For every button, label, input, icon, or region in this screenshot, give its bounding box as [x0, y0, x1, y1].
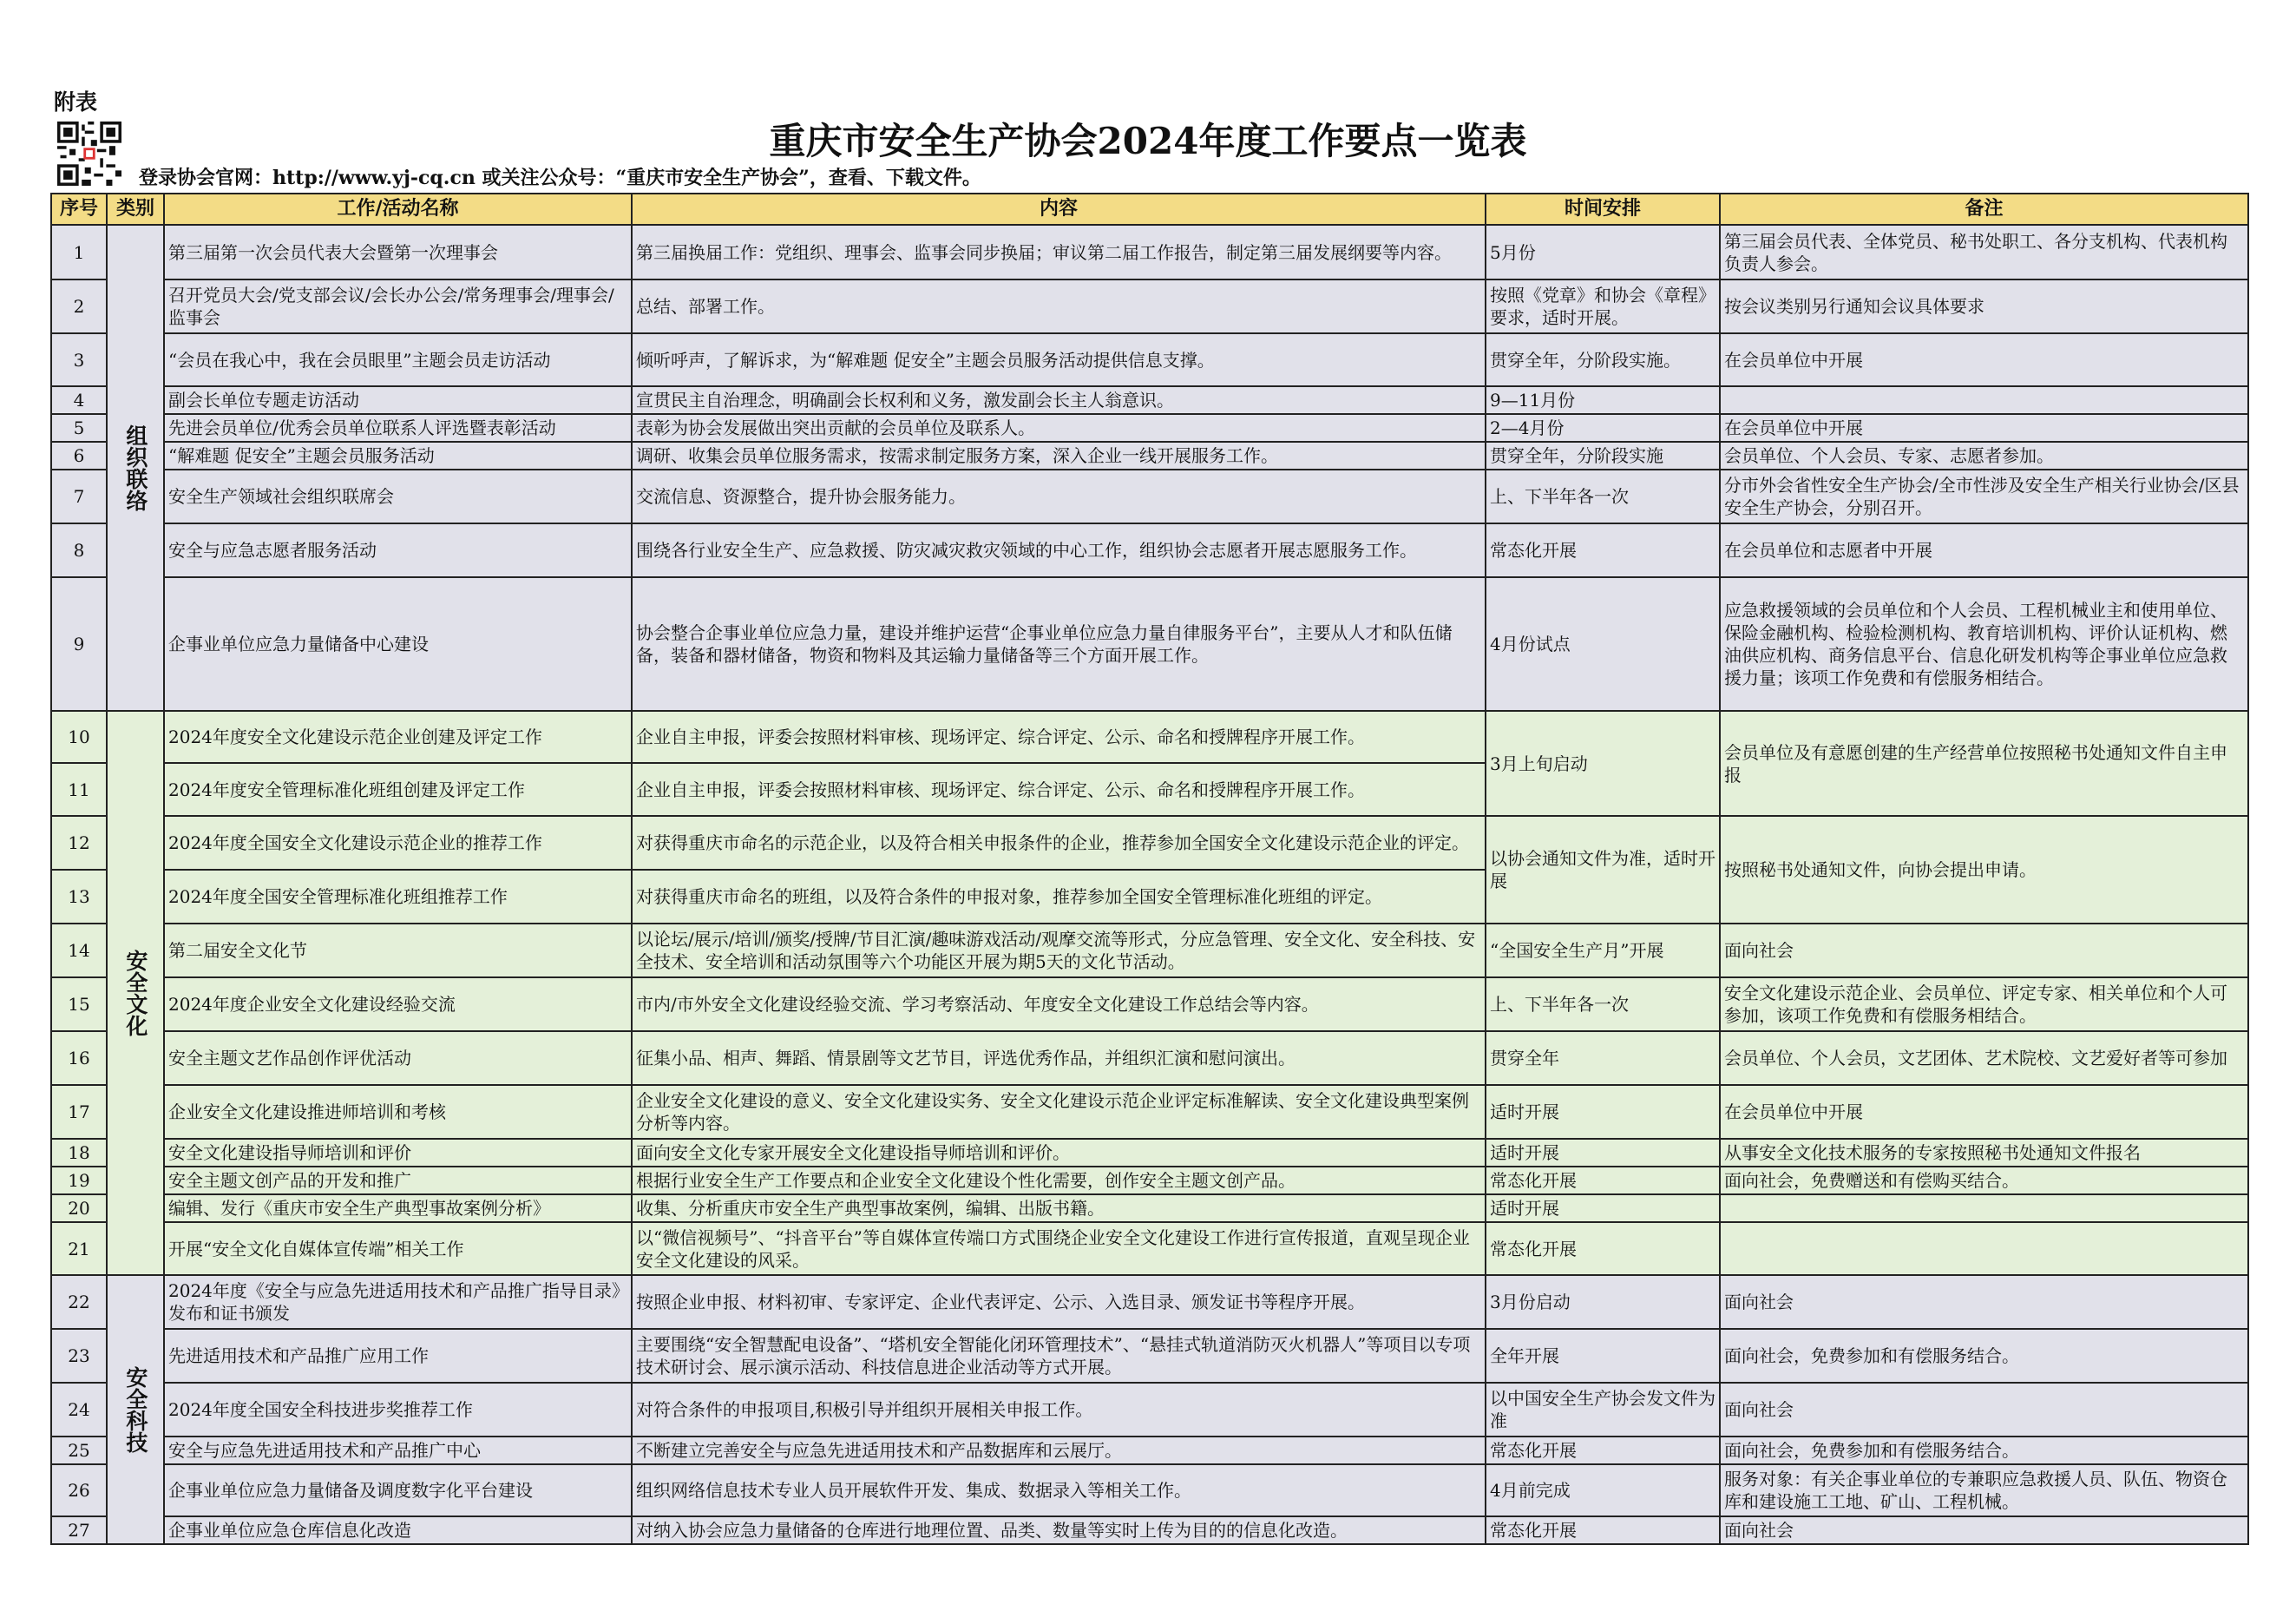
- row-time: 3月上旬启动: [1486, 711, 1720, 816]
- row-content: 按照企业申报、材料初审、专家评定、企业代表评定、公示、入选目录、颁发证书等程序开展。: [632, 1275, 1486, 1329]
- row-no: 10: [51, 711, 107, 763]
- row-name: 安全生产领域社会组织联席会: [164, 470, 632, 523]
- row-note: [1720, 1194, 2248, 1222]
- row-content: 以论坛/展示/培训/颁奖/授牌/节目汇演/趣味游戏活动/观摩交流等形式，分应急管理、安全文化、安全科技、安全技术、安全培训和活动氛围等六个功能区开展为期5天的文化节活动。: [632, 924, 1486, 977]
- row-time: 贯穿全年，分阶段实施。: [1486, 333, 1720, 386]
- row-content: 以“微信视频号”、“抖音平台”等自媒体宣传端口方式围绕企业安全文化建设工作进行宣传报道，直观呈现企业安全文化建设的风采。: [632, 1222, 1486, 1275]
- row-time: 按照《党章》和协会《章程》要求，适时开展。: [1486, 279, 1720, 333]
- row-note: 服务对象：有关企事业单位的专兼职应急救援人员、队伍、物资仓库和建设施工工地、矿山、工程机械。: [1720, 1464, 2248, 1516]
- row-note: 会员单位及有意愿创建的生产经营单位按照秘书处通知文件自主申报: [1720, 711, 2248, 816]
- row-note: 在会员单位中开展: [1720, 414, 2248, 442]
- row-no: 3: [51, 333, 107, 386]
- table-row: [51, 442, 2248, 470]
- row-name: “解难题 促安全”主题会员服务活动: [164, 442, 632, 470]
- row-content: 面向安全文化专家开展安全文化建设指导师培训和评价。: [632, 1139, 1486, 1167]
- row-note: 面向社会，免费参加和有偿服务结合。: [1720, 1437, 2248, 1464]
- row-content: 宣贯民主自治理念，明确副会长权利和义务，激发副会长主人翁意识。: [632, 386, 1486, 414]
- category-tech: 安全科技: [107, 1275, 164, 1544]
- category-culture: 安全文化: [107, 711, 164, 1275]
- row-note: 面向社会: [1720, 1275, 2248, 1329]
- table-row: [51, 1031, 2248, 1085]
- work-plan-table: [50, 193, 2249, 1545]
- table-row: [51, 1194, 2248, 1222]
- row-time: 贯穿全年，分阶段实施: [1486, 442, 1720, 470]
- row-time: 2—4月份: [1486, 414, 1720, 442]
- row-no: 6: [51, 442, 107, 470]
- row-content: 不断建立完善安全与应急先进适用技术和产品数据库和云展厅。: [632, 1437, 1486, 1464]
- row-name: 2024年度安全管理标准化班组创建及评定工作: [164, 763, 632, 816]
- row-time: 常态化开展: [1486, 1167, 1720, 1194]
- row-name: 安全主题文艺作品创作评优活动: [164, 1031, 632, 1085]
- row-no: 23: [51, 1329, 107, 1383]
- row-no: 5: [51, 414, 107, 442]
- row-no: 17: [51, 1085, 107, 1139]
- row-note: [1720, 386, 2248, 414]
- row-no: 11: [51, 763, 107, 816]
- row-name: 先进会员单位/优秀会员单位联系人评选暨表彰活动: [164, 414, 632, 442]
- row-name: 企事业单位应急仓库信息化改造: [164, 1516, 632, 1544]
- row-no: 7: [51, 470, 107, 523]
- row-no: 21: [51, 1222, 107, 1275]
- row-time: 常态化开展: [1486, 1437, 1720, 1464]
- row-name: 企业安全文化建设推进师培训和考核: [164, 1085, 632, 1139]
- row-note: [1720, 1222, 2248, 1275]
- row-content: 倾听呼声，了解诉求，为“解难题 促安全”主题会员服务活动提供信息支撑。: [632, 333, 1486, 386]
- row-note: 分市外会省性安全生产协会/全市性涉及安全生产相关行业协会/区县安全生产协会，分别召开。: [1720, 470, 2248, 523]
- row-no: 25: [51, 1437, 107, 1464]
- table-row: [51, 1139, 2248, 1167]
- row-no: 4: [51, 386, 107, 414]
- row-name: 先进适用技术和产品推广应用工作: [164, 1329, 632, 1383]
- row-name: 第二届安全文化节: [164, 924, 632, 977]
- row-no: 16: [51, 1031, 107, 1085]
- row-time: 适时开展: [1486, 1139, 1720, 1167]
- attachment-label: 附表: [54, 89, 98, 115]
- row-content: 企业自主申报，评委会按照材料审核、现场评定、综合评定、公示、命名和授牌程序开展工作。: [632, 711, 1486, 763]
- table-row: [51, 470, 2248, 523]
- table-row: [51, 523, 2248, 577]
- row-name: 企事业单位应急力量储备中心建设: [164, 577, 632, 711]
- row-name: 开展“安全文化自媒体宣传端”相关工作: [164, 1222, 632, 1275]
- header-note: 备注: [1720, 194, 2248, 225]
- row-name: 2024年度全国安全文化建设示范企业的推荐工作: [164, 816, 632, 870]
- header-time: 时间安排: [1486, 194, 1720, 225]
- table-row: [51, 386, 2248, 414]
- row-name: 安全与应急先进适用技术和产品推广中心: [164, 1437, 632, 1464]
- row-content: 对获得重庆市命名的班组，以及符合条件的申报对象，推荐参加全国安全管理标准化班组的评定。: [632, 870, 1486, 924]
- row-no: 15: [51, 977, 107, 1031]
- table-row: [51, 711, 2248, 763]
- table-header-row: [51, 194, 2248, 225]
- row-note: 会员单位、个人会员，文艺团体、艺术院校、文艺爱好者等可参加: [1720, 1031, 2248, 1085]
- row-name: 2024年度安全文化建设示范企业创建及评定工作: [164, 711, 632, 763]
- row-no: 12: [51, 816, 107, 870]
- table-row: [51, 1275, 2248, 1329]
- table-row: [51, 577, 2248, 711]
- table-row: [51, 1437, 2248, 1464]
- row-content: 征集小品、相声、舞蹈、情景剧等文艺节目，评选优秀作品，并组织汇演和慰问演出。: [632, 1031, 1486, 1085]
- row-content: 企业安全文化建设的意义、安全文化建设实务、安全文化建设示范企业评定标准解读、安全文化建设典型案例分析等内容。: [632, 1085, 1486, 1139]
- row-no: 2: [51, 279, 107, 333]
- row-name: 编辑、发行《重庆市安全生产典型事故案例分析》: [164, 1194, 632, 1222]
- row-content: 组织网络信息技术专业人员开展软件开发、集成、数据录入等相关工作。: [632, 1464, 1486, 1516]
- row-name: 2024年度全国安全科技进步奖推荐工作: [164, 1383, 632, 1437]
- row-no: 18: [51, 1139, 107, 1167]
- row-no: 22: [51, 1275, 107, 1329]
- row-no: 20: [51, 1194, 107, 1222]
- row-no: 13: [51, 870, 107, 924]
- header-category: 类别: [107, 194, 164, 225]
- row-no: 24: [51, 1383, 107, 1437]
- row-content: 围绕各行业安全生产、应急救援、防灾减灾救灾领域的中心工作，组织协会志愿者开展志愿服务工作。: [632, 523, 1486, 577]
- row-time: 4月份试点: [1486, 577, 1720, 711]
- row-no: 26: [51, 1464, 107, 1516]
- table-row: [51, 924, 2248, 977]
- row-note: 面向社会: [1720, 1383, 2248, 1437]
- row-note: 面向社会，免费赠送和有偿购买结合。: [1720, 1167, 2248, 1194]
- row-no: 19: [51, 1167, 107, 1194]
- table-row: [51, 1383, 2248, 1437]
- row-time: 3月份启动: [1486, 1275, 1720, 1329]
- row-no: 27: [51, 1516, 107, 1544]
- row-note: 应急救援领域的会员单位和个人会员、工程机械业主和使用单位、保险金融机构、检验检测机构、教育培训机构、评价认证机构、燃油供应机构、商务信息平台、信息化研发机构等企事业单位应急救援力量；该项工作免费和有偿服务相结合。: [1720, 577, 2248, 711]
- row-no: 8: [51, 523, 107, 577]
- row-note: 安全文化建设示范企业、会员单位、评定专家、相关单位和个人可参加，该项工作免费和有偿服务相结合。: [1720, 977, 2248, 1031]
- row-content: 第三届换届工作：党组织、理事会、监事会同步换届；审议第二届工作报告，制定第三届发展纲要等内容。: [632, 225, 1486, 279]
- table-row: [51, 414, 2248, 442]
- row-content: 收集、分析重庆市安全生产典型事故案例，编辑、出版书籍。: [632, 1194, 1486, 1222]
- row-time: 全年开展: [1486, 1329, 1720, 1383]
- row-time: 适时开展: [1486, 1194, 1720, 1222]
- table-row: [51, 1222, 2248, 1275]
- row-content: 协会整合企事业单位应急力量，建设并维护运营“企事业单位应急力量自律服务平台”，主要从人才和队伍储备，装备和器材储备，物资和物料及其运输力量储备等三个方面开展工作。: [632, 577, 1486, 711]
- row-name: 企事业单位应急力量储备及调度数字化平台建设: [164, 1464, 632, 1516]
- row-name: 2024年度全国安全管理标准化班组推荐工作: [164, 870, 632, 924]
- row-note: 按照秘书处通知文件，向协会提出申请。: [1720, 816, 2248, 924]
- row-note: 会员单位、个人会员、专家、志愿者参加。: [1720, 442, 2248, 470]
- row-content: 企业自主申报，评委会按照材料审核、现场评定、综合评定、公示、命名和授牌程序开展工作。: [632, 763, 1486, 816]
- row-time: 5月份: [1486, 225, 1720, 279]
- row-time: 上、下半年各一次: [1486, 470, 1720, 523]
- row-no: 14: [51, 924, 107, 977]
- row-time: 上、下半年各一次: [1486, 977, 1720, 1031]
- row-name: 2024年度企业安全文化建设经验交流: [164, 977, 632, 1031]
- row-no: 9: [51, 577, 107, 711]
- table-row: [51, 1516, 2248, 1544]
- row-name: 召开党员大会/党支部会议/会长办公会/常务理事会/理事会/监事会: [164, 279, 632, 333]
- row-content: 总结、部署工作。: [632, 279, 1486, 333]
- row-note: 面向社会，免费参加和有偿服务结合。: [1720, 1329, 2248, 1383]
- page-title: 重庆市安全生产协会2024年度工作要点一览表: [769, 120, 1527, 162]
- row-name: 安全主题文创产品的开发和推广: [164, 1167, 632, 1194]
- row-time: “全国安全生产月”开展: [1486, 924, 1720, 977]
- table-row: [51, 977, 2248, 1031]
- table-row: [51, 1167, 2248, 1194]
- header-content: 内容: [632, 194, 1486, 225]
- row-time: 4月前完成: [1486, 1464, 1720, 1516]
- row-content: 调研、收集会员单位服务需求，按需求制定服务方案，深入企业一线开展服务工作。: [632, 442, 1486, 470]
- row-note: 在会员单位中开展: [1720, 1085, 2248, 1139]
- row-note: 第三届会员代表、全体党员、秘书处职工、各分支机构、代表机构负责人参会。: [1720, 225, 2248, 279]
- row-name: “会员在我心中，我在会员眼里”主题会员走访活动: [164, 333, 632, 386]
- row-name: 第三届第一次会员代表大会暨第一次理事会: [164, 225, 632, 279]
- row-content: 主要围绕“安全智慧配电设备”、“塔机安全智能化闭环管理技术”、“悬挂式轨道消防灭火机器人”等项目以专项技术研讨会、展示演示活动、科技信息进企业活动等方式开展。: [632, 1329, 1486, 1383]
- row-time: 以中国安全生产协会发文件为准: [1486, 1383, 1720, 1437]
- row-time: 9—11月份: [1486, 386, 1720, 414]
- row-note: 在会员单位中开展: [1720, 333, 2248, 386]
- row-content: 根据行业安全生产工作要点和企业安全文化建设个性化需要，创作安全主题文创产品。: [632, 1167, 1486, 1194]
- row-content: 交流信息、资源整合，提升协会服务能力。: [632, 470, 1486, 523]
- row-content: 市内/市外安全文化建设经验交流、学习考察活动、年度安全文化建设工作总结会等内容。: [632, 977, 1486, 1031]
- row-note: 按会议类别另行通知会议具体要求: [1720, 279, 2248, 333]
- row-note: 面向社会: [1720, 924, 2248, 977]
- row-name: 2024年度《安全与应急先进适用技术和产品推广指导目录》发布和证书颁发: [164, 1275, 632, 1329]
- table-row: [51, 333, 2248, 386]
- category-org: 组织联络: [107, 225, 164, 711]
- header-name: 工作/活动名称: [164, 194, 632, 225]
- table-row: [51, 816, 2248, 870]
- table-row: [51, 1464, 2248, 1516]
- row-name: 安全与应急志愿者服务活动: [164, 523, 632, 577]
- row-note: 从事安全文化技术服务的专家按照秘书处通知文件报名: [1720, 1139, 2248, 1167]
- table-row: [51, 1329, 2248, 1383]
- row-time: 贯穿全年: [1486, 1031, 1720, 1085]
- row-no: 1: [51, 225, 107, 279]
- row-content: 对获得重庆市命名的示范企业，以及符合相关申报条件的企业，推荐参加全国安全文化建设示范企业的评定。: [632, 816, 1486, 870]
- row-time: 常态化开展: [1486, 1222, 1720, 1275]
- header-no: 序号: [51, 194, 107, 225]
- table-row: [51, 225, 2248, 279]
- row-time: 常态化开展: [1486, 523, 1720, 577]
- row-name: 副会长单位专题走访活动: [164, 386, 632, 414]
- row-name: 安全文化建设指导师培训和评价: [164, 1139, 632, 1167]
- table-row: [51, 279, 2248, 333]
- row-note: 在会员单位和志愿者中开展: [1720, 523, 2248, 577]
- row-time: 适时开展: [1486, 1085, 1720, 1139]
- row-time: 常态化开展: [1486, 1516, 1720, 1544]
- row-content: 表彰为协会发展做出突出贡献的会员单位及联系人。: [632, 414, 1486, 442]
- row-content: 对符合条件的申报项目,积极引导并组织开展相关申报工作。: [632, 1383, 1486, 1437]
- row-time: 以协会通知文件为准，适时开展: [1486, 816, 1720, 924]
- row-content: 对纳入协会应急力量储备的仓库进行地理位置、品类、数量等实时上传为目的的信息化改造。: [632, 1516, 1486, 1544]
- login-note: 登录协会官网：http://www.yj-cq.cn 或关注公众号：“重庆市安全生产协会”，查看、下载文件。: [139, 167, 981, 189]
- table-row: [51, 1085, 2248, 1139]
- row-note: 面向社会: [1720, 1516, 2248, 1544]
